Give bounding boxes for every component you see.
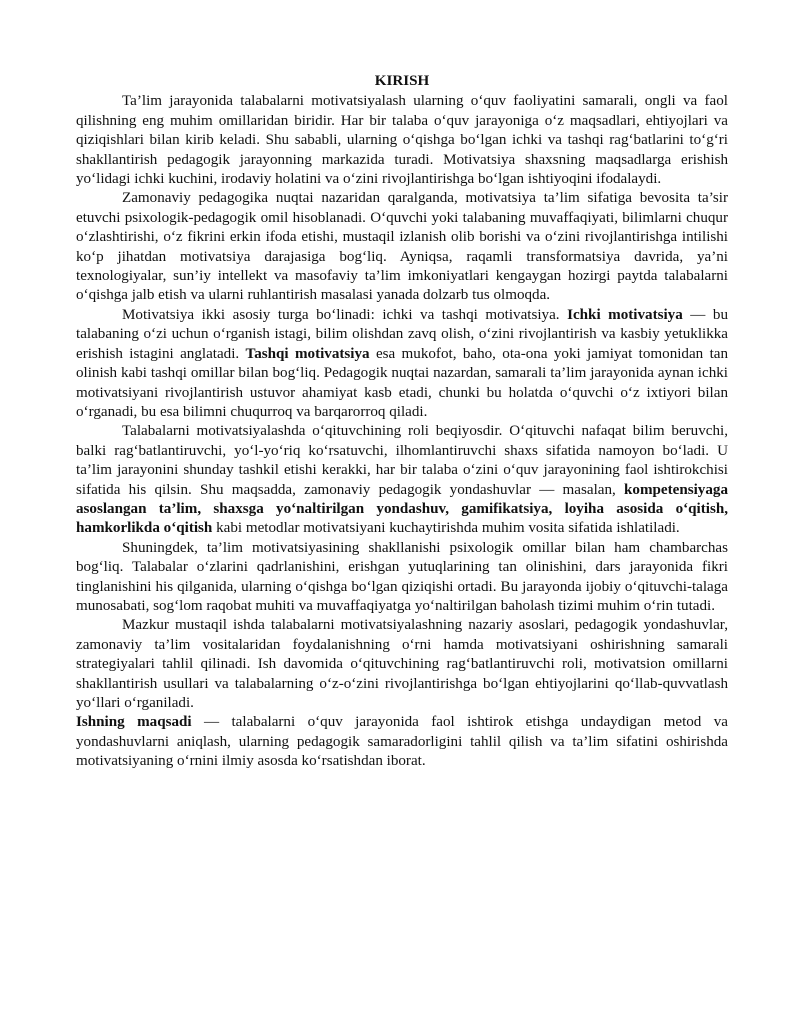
paragraph-7 bbox=[76, 713, 728, 771]
paragraph-1: Ta’lim jarayonida talabalarni motivatsiyalash ularning o‘quv faoliyatini samarali, ongli va faol qilishning eng muhim omillaridan biridir. Har bir talaba o‘quv jarayoniga o‘z maqsadlari, ehtiyojlari va qiziqishlari bilan kirib keladi. Shu sababli, ularning o‘qishga bo‘lgan ichki va tashqi rag‘batlarini to‘g‘ri shakllantirish pedagogik jarayonning markazida turadi. Motivatsiya shaxsning maqsadlarga erishish yo‘lidagi ichki kuchini, irodaviy holatini va o‘zini rivojlantirishga bo‘lgan ishtiyoqini ifodalaydi. bbox=[76, 93, 728, 188]
paragraph-5: Shuningdek, ta’lim motivatsiyasining shakllanishi psixologik omillar bilan ham chambarchas bog‘liq. Talabalar o‘zlarini qadrlanishini, erishgan yutuqlarining tan olinishini, dars jarayonida fikri tinglanishini his qilganida, ularning o‘qishga bo‘lgan qiziqishi ortadi. Bu jarayonda ijobiy o‘qituvchi-talaga munosabati, sog‘lom raqobat muhiti va muvaffaqiyatga yo‘naltirilgan baholash tizimi muhim o‘rin tutadi. bbox=[76, 539, 728, 614]
paragraph-7-text: — talabalarni o‘quv jarayonida faol ishtirok etishga undaydigan metod va yondashuvlarni aniqlash, ularning pedagogik samaradorligini tahlil qilish va ta’lim sifatini oshirishda motivatsiyaning o‘rnini ilmiy asosda ko‘rsatishdan iborat. bbox=[76, 714, 728, 770]
paragraph-3-text-1: Motivatsiya ikki asosiy turga bo‘linadi: ichki va tashqi motivatsiya. bbox=[122, 306, 568, 323]
methods-list-bold: kompetensiyaga asoslangan ta’lim, shaxsga yo‘naltirilgan yondashuv, gamifikatsiya, loyiha asosida o‘qitish, hamkorlikda o‘qitish bbox=[76, 481, 728, 537]
paragraph-3-text-3: esa mukofot, baho, ota-ona yoki jamiyat tomonidan tan olinish kabi tashqi omillar bilan bog‘liq. Pedagogik nuqtai nazardan, samarali ta’lim jarayonida aynan ichki motivatsiyani rivojlantirish ustuvor ahamiyat kasb etadi, chunki bu holatda o‘quvchi o‘z ixtiyori bilan o‘rganadi, bu esa bilimni chuqurroq va barqarorroq qiladi. bbox=[76, 345, 729, 420]
goal-label: Ishning maqsadi bbox=[76, 714, 192, 731]
paragraph-4 bbox=[76, 422, 728, 538]
document-page bbox=[76, 72, 728, 772]
paragraph-4-text-1: Talabalarni motivatsiyalashda o‘qituvchining roli beqiyosdir. O‘qituvchi nafaqat bilim beruvchi, balki rag‘batlantiruvchi, yo‘l-yo‘riq ko‘rsatuvchi, ilhomlantiruvchi shaxs sifatida namoyon bo‘ladi. U ta’lim jarayonini shunday tashkil etishi kerakki, har bir talaba o‘zini o‘quv jarayonining faol ishtirokchisi sifatida his qilsin. Shu maqsadda, zamonaviy pedagogik yondashuvlar — masalan, bbox=[76, 423, 728, 498]
paragraph-6: Mazkur mustaqil ishda talabalarni motivatsiyalashning nazariy asoslari, pedagogik yondashuvlar, zamonaviy ta’lim vositalaridan foydalanishning o‘rni hamda motivatsiyani oshirishning samarali strategiyalari tahlil qilinadi. Ish davomida o‘qituvchining rag‘batlantiruvchi roli, motivatsion omillarni shakllantirish usullari va talabalarning o‘z-o‘zini rivojlantirishga bo‘lgan ehtiyojlarini qo‘llab-quvvatlash yo‘llari o‘rganiladi. bbox=[76, 617, 728, 711]
paragraph-2: Zamonaviy pedagogika nuqtai nazaridan qaralganda, motivatsiya ta’lim sifatiga bevosita ta’sir etuvchi psixologik-pedagogik omil hisoblanadi. O‘quvchi yoki talabaning muvaffaqiyati, bilimlarni chuqur o‘zlashtirishi, o‘z fikrini erkin ifoda etishi, mustaqil izlanish olib borishi va o‘zini rivojlantirishga intilishi ko‘p jihatdan motivatsiya darajasiga bog‘liq. Ayniqsa, raqamli transformatsiya davrida, ya’ni texnologiyalar, sun’iy intellekt va masofaviy ta’lim imkoniyatlari kengaygan hozirgi paytda talabalarni o‘qishga jalb etish va ularni ruhlantirish masalasi yanada dolzarb tus olmoqda. bbox=[76, 190, 728, 304]
paragraph-3-text-2: — bu talabaning o‘zi uchun o‘rganish istagi, bilim olishdan zavq olish, o‘zini rivojlantirish va kasbiy yetuklikka erishish istagini anglatadi. bbox=[76, 306, 728, 362]
paragraph-4-text-2: kabi metodlar motivatsiyani kuchaytirishda muhim vosita sifatida ishlatiladi. bbox=[212, 520, 680, 537]
section-title: KIRISH bbox=[374, 73, 430, 89]
paragraph-3 bbox=[76, 306, 728, 422]
term-external-motivation: Tashqi motivatsiya bbox=[245, 345, 370, 362]
term-internal-motivation: Ichki motivatsiya bbox=[567, 306, 683, 323]
